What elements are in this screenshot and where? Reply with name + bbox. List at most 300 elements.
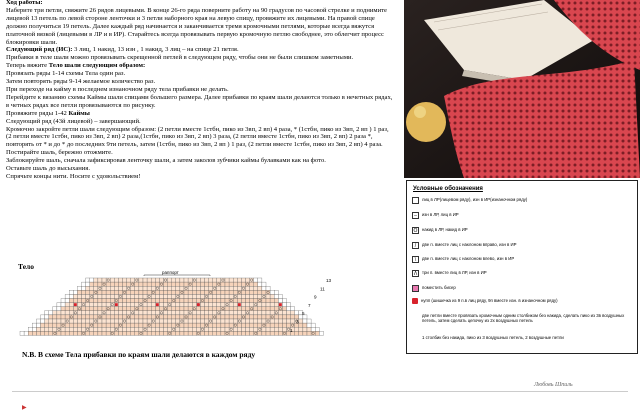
legend-text: две п. вместе лиц с наклоном влево, изн в ИР bbox=[422, 256, 515, 261]
chart-cell bbox=[53, 331, 57, 335]
legend-symbol-icon: O bbox=[413, 228, 418, 234]
legend-text: накид в ЛР, накид в ИР bbox=[422, 227, 468, 232]
chart-cell bbox=[237, 307, 241, 311]
chart-cell bbox=[192, 323, 196, 327]
chart-cell bbox=[278, 319, 282, 323]
chart-cell bbox=[135, 315, 139, 319]
chart-cell bbox=[188, 294, 192, 298]
chart-cell bbox=[114, 282, 118, 286]
chart-cell bbox=[237, 299, 241, 303]
chart-cell bbox=[262, 290, 266, 294]
chart-cell bbox=[180, 282, 184, 286]
chart-cell bbox=[65, 311, 69, 315]
chart-cell bbox=[77, 303, 81, 307]
chart-cell bbox=[53, 323, 57, 327]
chart-cell bbox=[172, 331, 176, 335]
chart-cell bbox=[164, 303, 168, 307]
chart-cell bbox=[213, 307, 217, 311]
chart-cell bbox=[90, 278, 94, 282]
chart-cell bbox=[241, 331, 245, 335]
divider bbox=[12, 391, 628, 392]
chart-cell bbox=[250, 286, 254, 290]
chart-cell bbox=[200, 286, 204, 290]
chart-cell bbox=[270, 290, 274, 294]
chart-cell bbox=[246, 299, 250, 303]
chart-cell bbox=[106, 331, 110, 335]
chart-cell bbox=[270, 311, 274, 315]
chart-cell bbox=[94, 319, 98, 323]
chart-cell bbox=[106, 327, 110, 331]
chart-cell bbox=[172, 299, 176, 303]
chart-cell bbox=[258, 315, 262, 319]
chart-cell bbox=[123, 307, 127, 311]
chart-cell bbox=[229, 299, 233, 303]
chart-cell bbox=[172, 290, 176, 294]
chart-cell bbox=[246, 331, 250, 335]
chart-cell bbox=[159, 311, 163, 315]
chart-cell bbox=[41, 323, 45, 327]
chart-cell bbox=[196, 319, 200, 323]
chart-cell bbox=[65, 327, 69, 331]
chart-cell bbox=[225, 319, 229, 323]
chart-cell bbox=[82, 303, 86, 307]
chart-cell bbox=[213, 323, 217, 327]
chart-cell bbox=[233, 294, 237, 298]
chart-cell bbox=[90, 290, 94, 294]
chart-cell bbox=[258, 290, 262, 294]
chart-cell bbox=[278, 323, 282, 327]
chart-cell bbox=[246, 294, 250, 298]
chart-cell bbox=[246, 323, 250, 327]
chart-cell bbox=[143, 294, 147, 298]
chart-cell bbox=[61, 311, 65, 315]
chart-cell bbox=[41, 315, 45, 319]
chart-cell bbox=[250, 323, 254, 327]
chart-cell bbox=[86, 299, 90, 303]
chart-cell bbox=[127, 290, 131, 294]
chart-cell bbox=[258, 311, 262, 315]
body-chart bbox=[14, 270, 336, 338]
chart-cell bbox=[155, 311, 159, 315]
chart-cell bbox=[164, 331, 168, 335]
chart-cell bbox=[135, 299, 139, 303]
rapport-bracket bbox=[144, 275, 210, 276]
chart-cell bbox=[147, 311, 151, 315]
chart-cell bbox=[86, 282, 90, 286]
chart-cell bbox=[90, 282, 94, 286]
chart-cell bbox=[106, 278, 110, 282]
chart-cell bbox=[196, 299, 200, 303]
chart-cell bbox=[250, 299, 254, 303]
chart-cell bbox=[254, 323, 258, 327]
chart-cell bbox=[254, 299, 258, 303]
chart-cell bbox=[94, 323, 98, 327]
chart-cell bbox=[65, 299, 69, 303]
chart-cell bbox=[135, 319, 139, 323]
chart-cell bbox=[266, 290, 270, 294]
chart-cell bbox=[225, 303, 229, 307]
chart-cell bbox=[123, 327, 127, 331]
chart-cell bbox=[69, 323, 73, 327]
chart-cell bbox=[77, 299, 81, 303]
chart-cell bbox=[61, 315, 65, 319]
chart-cell bbox=[250, 307, 254, 311]
bobble-icon bbox=[115, 303, 118, 306]
chart-cell bbox=[237, 315, 241, 319]
chart-cell bbox=[217, 303, 221, 307]
chart-cell bbox=[172, 278, 176, 282]
chart-cell bbox=[262, 311, 266, 315]
chart-cell bbox=[82, 290, 86, 294]
chart-cell bbox=[82, 311, 86, 315]
chart-cell bbox=[176, 311, 180, 315]
chart-cell bbox=[94, 282, 98, 286]
chart-cell bbox=[168, 331, 172, 335]
chart-cell bbox=[278, 327, 282, 331]
chart-cell bbox=[106, 299, 110, 303]
chart-cell bbox=[114, 307, 118, 311]
chart-cell bbox=[184, 327, 188, 331]
chart-cell bbox=[102, 315, 106, 319]
chart-cell bbox=[221, 286, 225, 290]
chart-cell bbox=[209, 323, 213, 327]
chart-cell bbox=[135, 290, 139, 294]
chart-cell bbox=[123, 286, 127, 290]
chart-cell bbox=[229, 311, 233, 315]
chart-cell bbox=[266, 315, 270, 319]
chart-cell bbox=[270, 315, 274, 319]
chart-cell bbox=[143, 331, 147, 335]
chart-cell bbox=[106, 290, 110, 294]
chart-cell bbox=[274, 319, 278, 323]
chart-cell bbox=[237, 286, 241, 290]
chart-cell bbox=[106, 307, 110, 311]
chart-cell bbox=[311, 323, 315, 327]
chart-cell bbox=[205, 331, 209, 335]
chart-cell bbox=[86, 294, 90, 298]
chart-cell bbox=[188, 319, 192, 323]
chart-cell bbox=[192, 311, 196, 315]
chart-cell bbox=[254, 290, 258, 294]
chart-cell bbox=[82, 331, 86, 335]
chart-cell bbox=[241, 323, 245, 327]
chart-cell bbox=[295, 311, 299, 315]
chart-cell bbox=[49, 315, 53, 319]
chart-cell bbox=[209, 294, 213, 298]
chart-cell bbox=[69, 327, 73, 331]
chart-cell bbox=[205, 319, 209, 323]
chart-cell bbox=[209, 327, 213, 331]
chart-cell bbox=[135, 294, 139, 298]
chart-cell bbox=[192, 315, 196, 319]
chart-cell bbox=[131, 311, 135, 315]
chart-cell bbox=[250, 319, 254, 323]
chart-cell bbox=[188, 286, 192, 290]
chart-cell bbox=[237, 290, 241, 294]
chart-cell bbox=[82, 282, 86, 286]
chart-cell bbox=[184, 307, 188, 311]
chart-cell bbox=[147, 323, 151, 327]
chart-cell bbox=[229, 331, 233, 335]
chart-cell bbox=[233, 303, 237, 307]
chart-cell bbox=[118, 278, 122, 282]
chart-cell bbox=[57, 307, 61, 311]
chart-cell bbox=[159, 299, 163, 303]
chart-cell bbox=[262, 327, 266, 331]
chart-cell bbox=[127, 323, 131, 327]
chart-cell bbox=[188, 311, 192, 315]
chart-cell bbox=[254, 327, 258, 331]
increase-note: Прибавки в теле шали можно провязывать скрещенной петлей в следующем ряду, чтобы они не были слишком заметными. bbox=[6, 54, 354, 62]
chart-cell bbox=[139, 319, 143, 323]
chart-cell bbox=[110, 323, 114, 327]
step-4: Перейдите к вязанию схемы Каймы шали спицами большего размера. Далее прибавки по краям шали делаются только в нечетных рядах, в четных рядах все петли провязываются по рисунку. bbox=[6, 93, 393, 109]
chart-cell bbox=[139, 278, 143, 282]
chart-cell bbox=[98, 311, 102, 315]
chart-cell bbox=[135, 323, 139, 327]
chart-cell bbox=[200, 311, 204, 315]
chart-cell bbox=[131, 290, 135, 294]
chart-cell bbox=[291, 311, 295, 315]
chart-cell bbox=[217, 290, 221, 294]
chart-cell bbox=[229, 327, 233, 331]
legend-text: изн в ЛР, лиц в ИР bbox=[422, 212, 459, 217]
chart-cell bbox=[168, 319, 172, 323]
chart-cell bbox=[94, 278, 98, 282]
chart-cell bbox=[159, 294, 163, 298]
chart-cell bbox=[205, 282, 209, 286]
chart-cell bbox=[69, 331, 73, 335]
chart-cell bbox=[135, 278, 139, 282]
chart-cell bbox=[180, 286, 184, 290]
chart-cell bbox=[196, 315, 200, 319]
chart-cell bbox=[98, 282, 102, 286]
chart-cell bbox=[159, 331, 163, 335]
heading: Ход работы: bbox=[6, 0, 43, 6]
legend-item bbox=[412, 285, 636, 292]
chart-cell bbox=[209, 319, 213, 323]
step-11: Спрячьте концы нити. Носите с удовольствием! bbox=[6, 172, 141, 180]
chart-cell bbox=[258, 323, 262, 327]
chart-cell bbox=[291, 315, 295, 319]
chart-cell bbox=[225, 282, 229, 286]
chart-cell bbox=[61, 303, 65, 307]
chart-cell bbox=[73, 319, 77, 323]
chart-cell bbox=[139, 290, 143, 294]
chart-cell bbox=[188, 315, 192, 319]
chart-cell bbox=[131, 282, 135, 286]
chart-grid bbox=[20, 275, 323, 335]
chart-cell bbox=[184, 278, 188, 282]
chart-cell bbox=[155, 315, 159, 319]
chart-cell bbox=[246, 278, 250, 282]
chart-cell bbox=[237, 331, 241, 335]
chart-cell bbox=[45, 327, 49, 331]
chart-cell bbox=[225, 311, 229, 315]
legend-item bbox=[412, 313, 636, 323]
chart-cell bbox=[106, 303, 110, 307]
chart-cell bbox=[147, 319, 151, 323]
step-9: Заблокируйте шаль, сначала зафиксировав ленточку шали, а затем заколов зубчики каймы булавками как на фото. bbox=[6, 157, 326, 165]
chart-cell bbox=[127, 278, 131, 282]
chart-cell bbox=[98, 278, 102, 282]
legend-text: 1 столбик без накида, пико из 3 воздушных петель, 2 воздушные петли bbox=[422, 335, 564, 340]
chart-cell bbox=[282, 311, 286, 315]
chart-cell bbox=[110, 307, 114, 311]
chart-cell bbox=[172, 307, 176, 311]
chart-cell bbox=[180, 278, 184, 282]
chart-cell bbox=[184, 286, 188, 290]
chart-cell bbox=[250, 311, 254, 315]
chart-cell bbox=[143, 303, 147, 307]
legend-symbol-icon bbox=[412, 298, 418, 304]
chart-cell bbox=[209, 278, 213, 282]
chart-cell bbox=[94, 331, 98, 335]
chart-cell bbox=[147, 307, 151, 311]
chart-cell bbox=[135, 282, 139, 286]
chart-cell bbox=[151, 327, 155, 331]
chart-cell bbox=[86, 323, 90, 327]
chart-cell bbox=[139, 303, 143, 307]
chart-cell bbox=[118, 303, 122, 307]
chart-cell bbox=[307, 323, 311, 327]
chart-cell bbox=[61, 327, 65, 331]
chart-cell bbox=[127, 315, 131, 319]
chart-cell bbox=[24, 331, 28, 335]
chart-cell bbox=[221, 331, 225, 335]
chart-cell bbox=[159, 286, 163, 290]
chart-cell bbox=[266, 323, 270, 327]
chart-cell bbox=[266, 319, 270, 323]
chart-cell bbox=[114, 323, 118, 327]
chart-cell bbox=[90, 323, 94, 327]
chart-cell bbox=[102, 278, 106, 282]
chart-cell bbox=[131, 319, 135, 323]
chart-cell bbox=[262, 323, 266, 327]
chart-cell bbox=[196, 311, 200, 315]
chart-cell bbox=[176, 327, 180, 331]
legend-title: Условные обозначения bbox=[413, 186, 483, 192]
legend-symbol-icon: / bbox=[412, 242, 419, 249]
chart-cell bbox=[110, 315, 114, 319]
legend-item bbox=[412, 256, 636, 263]
chart-cell bbox=[254, 286, 258, 290]
chart-cell bbox=[118, 307, 122, 311]
chart-cell bbox=[200, 327, 204, 331]
chart-cell bbox=[73, 290, 77, 294]
chart-cell bbox=[262, 315, 266, 319]
chart-cell bbox=[151, 294, 155, 298]
chart-cell bbox=[69, 290, 73, 294]
chart-cell bbox=[188, 303, 192, 307]
chart-cell bbox=[127, 294, 131, 298]
chart-cell bbox=[155, 282, 159, 286]
chart-cell bbox=[303, 331, 307, 335]
chart-cell bbox=[123, 294, 127, 298]
chart-cell bbox=[254, 303, 258, 307]
chart-cell bbox=[127, 307, 131, 311]
legend-text: нупп (шишечка из 9 п.в лиц ряду, 9п вместе изн. в изнаночном ряду) bbox=[421, 298, 558, 303]
chart-cell bbox=[69, 319, 73, 323]
chart-title: Тело bbox=[18, 262, 35, 271]
chart-cell bbox=[164, 315, 168, 319]
chart-cell bbox=[217, 282, 221, 286]
chart-cell bbox=[73, 331, 77, 335]
chart-cell bbox=[287, 307, 291, 311]
chart-cell bbox=[258, 331, 262, 335]
chart-cell bbox=[155, 290, 159, 294]
chart-cell bbox=[45, 331, 49, 335]
chart-cell bbox=[118, 311, 122, 315]
chart-cell bbox=[266, 303, 270, 307]
chart-cell bbox=[143, 307, 147, 311]
chart-cell bbox=[213, 327, 217, 331]
chart-cell bbox=[155, 319, 159, 323]
chart-cell bbox=[77, 311, 81, 315]
chart-cell bbox=[188, 331, 192, 335]
chart-cell bbox=[73, 315, 77, 319]
chart-cell bbox=[233, 290, 237, 294]
chart-cell bbox=[217, 323, 221, 327]
chart-cell bbox=[86, 315, 90, 319]
chart-cell bbox=[159, 278, 163, 282]
chart-cell bbox=[254, 307, 258, 311]
chart-cell bbox=[196, 290, 200, 294]
chart-cell bbox=[233, 319, 237, 323]
chart-cell bbox=[246, 311, 250, 315]
chart-cell bbox=[315, 331, 319, 335]
chart-cell bbox=[135, 286, 139, 290]
chart-cell bbox=[213, 299, 217, 303]
chart-cell bbox=[82, 319, 86, 323]
chart-cell bbox=[155, 331, 159, 335]
legend-item bbox=[412, 298, 636, 304]
chart-cell bbox=[168, 290, 172, 294]
chart-cell bbox=[229, 319, 233, 323]
chart-cell bbox=[282, 319, 286, 323]
chart-cell bbox=[307, 327, 311, 331]
chart-cell bbox=[246, 319, 250, 323]
chart-cell bbox=[209, 303, 213, 307]
chart-cell bbox=[184, 331, 188, 335]
chart-cell bbox=[65, 319, 69, 323]
chart-cell bbox=[266, 311, 270, 315]
chart-cell bbox=[250, 327, 254, 331]
chart-cell bbox=[200, 315, 204, 319]
chart-cell bbox=[143, 311, 147, 315]
chart-cell bbox=[82, 299, 86, 303]
chart-cell bbox=[213, 331, 217, 335]
chart-cell bbox=[114, 319, 118, 323]
chart-cell bbox=[278, 307, 282, 311]
chart-cell bbox=[270, 299, 274, 303]
chart-cell bbox=[217, 278, 221, 282]
chart-cell bbox=[94, 290, 98, 294]
chart-cell bbox=[196, 331, 200, 335]
chart-cell bbox=[49, 311, 53, 315]
chart-cell bbox=[192, 286, 196, 290]
chart-cell bbox=[246, 286, 250, 290]
chart-cell bbox=[135, 331, 139, 335]
step-3: При переходе на кайму в последнем изнаночном ряду тела прибавки не делать. bbox=[6, 85, 229, 93]
chart-cell bbox=[282, 327, 286, 331]
chart-cell bbox=[184, 319, 188, 323]
chart-cell bbox=[53, 315, 57, 319]
chart-cell bbox=[246, 303, 250, 307]
chart-cell bbox=[287, 319, 291, 323]
chart-cell bbox=[196, 282, 200, 286]
chart-cell bbox=[94, 299, 98, 303]
